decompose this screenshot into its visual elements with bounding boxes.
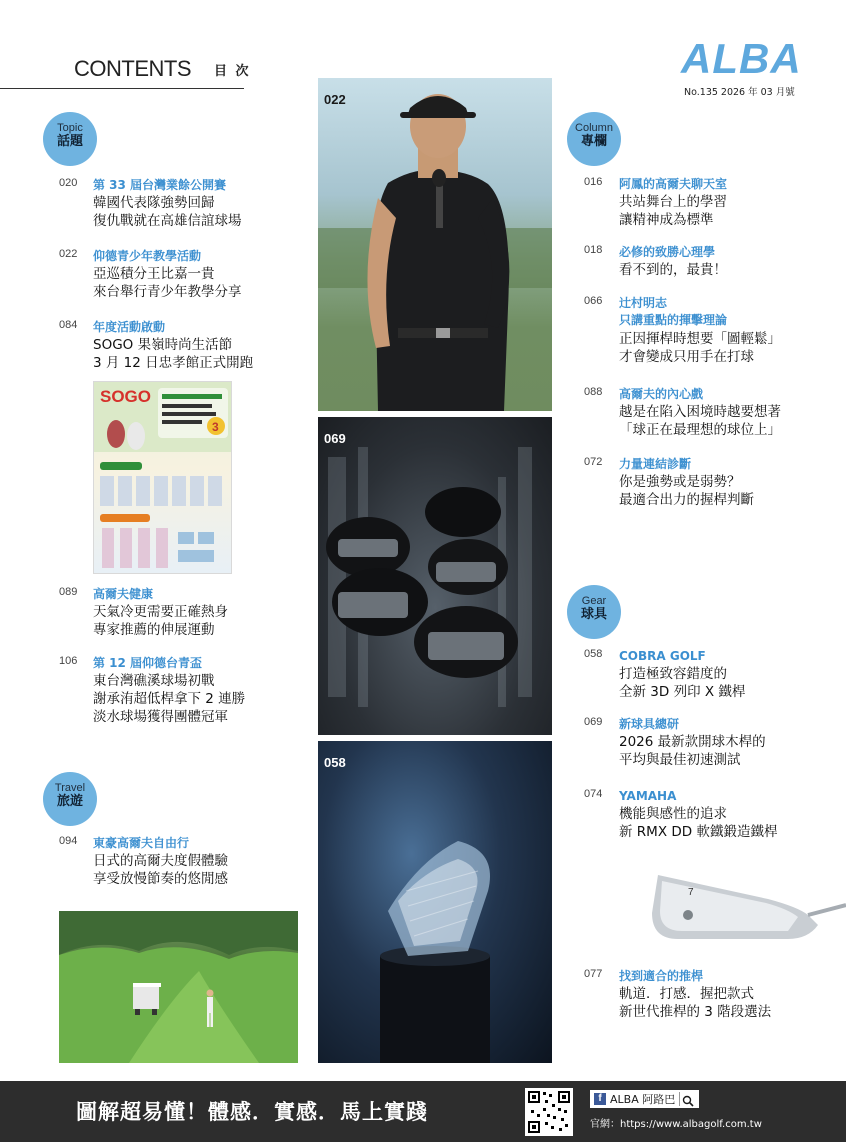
contents-title: CONTENTS bbox=[74, 56, 191, 81]
qr-code[interactable] bbox=[525, 1088, 573, 1136]
section-gear-en: Gear bbox=[581, 595, 607, 607]
facebook-link[interactable] bbox=[590, 1090, 699, 1108]
alba-logo: ALBA bbox=[681, 35, 802, 82]
entry-line: 謝承洧超低桿拿下 2 連勝 bbox=[93, 691, 246, 707]
page-number: 020 bbox=[59, 177, 78, 189]
photo-page-number: 058 bbox=[324, 755, 346, 770]
section-travel-zh: 旅遊 bbox=[56, 794, 83, 809]
entry-line: 東台灣礁溪球場初戰 bbox=[93, 673, 215, 689]
golf-course-art bbox=[59, 911, 298, 1063]
section-gear bbox=[567, 585, 621, 639]
entry-line: 平均與最佳初速測試 bbox=[619, 752, 741, 768]
entry-line: 來台舉行青少年教學分享 bbox=[93, 284, 242, 300]
entry-line: 你是強勢或是弱勢？ bbox=[619, 474, 741, 490]
entry-heading: 力量連結診斷 bbox=[619, 457, 692, 471]
entry-line: 正因揮桿時想要「圖輕鬆」 bbox=[619, 331, 781, 347]
entry-heading: 新球具總研 bbox=[619, 717, 680, 731]
footer-bar bbox=[0, 1081, 846, 1142]
sogo-badge: 3 bbox=[212, 420, 219, 434]
section-topic-en: Topic bbox=[57, 122, 83, 134]
search-icon bbox=[679, 1092, 693, 1106]
entry-line: 越是在陷入困境時越要想著 bbox=[619, 404, 781, 420]
page-number: 058 bbox=[584, 648, 603, 660]
iron-club-image[interactable] bbox=[648, 855, 846, 945]
entry-heading: 必修的致勝心理學 bbox=[619, 245, 716, 259]
photo-golfer-speaking[interactable] bbox=[318, 78, 552, 411]
footer-slogan: 圖解超易懂！體感．實感．馬上實踐 bbox=[76, 1100, 428, 1124]
page-number: 084 bbox=[59, 319, 78, 331]
entry-line: 日式的高爾夫度假體驗 bbox=[93, 853, 228, 869]
page-number: 077 bbox=[584, 968, 603, 980]
section-column bbox=[567, 112, 621, 166]
entry-heading: 第 12 屆仰德台青盃 bbox=[93, 656, 203, 670]
page-number: 088 bbox=[584, 386, 603, 398]
section-topic bbox=[43, 112, 97, 166]
entry-heading: YAMAHA bbox=[619, 789, 677, 803]
entry-line: 亞巡積分王比嘉一貴 bbox=[93, 266, 215, 282]
entry-line: 全新 3D 列印 X 鐵桿 bbox=[619, 684, 746, 700]
iron-club-art bbox=[648, 855, 846, 945]
photo-3d-printed-iron[interactable] bbox=[318, 741, 552, 1063]
section-topic-zh: 話題 bbox=[56, 134, 83, 149]
website-link[interactable]: 官網：https://www.albagolf.com.tw bbox=[590, 1119, 762, 1130]
entry-heading: 第 33 屆台灣業餘公開賽 bbox=[93, 178, 227, 192]
entry-line: 讓精神成為標準 bbox=[619, 212, 714, 228]
entry-heading: 高爾夫的內心戲 bbox=[619, 387, 704, 401]
entry-heading: 東豪高爾夫自由行 bbox=[93, 836, 190, 850]
sogo-ad-art bbox=[94, 382, 232, 574]
iron-render-art bbox=[318, 741, 552, 1063]
entry-line: 打造極致容錯度的 bbox=[619, 666, 727, 682]
entry-line: 新 RMX DD 軟鐵鍛造鐵桿 bbox=[619, 824, 778, 840]
entry-line: 淡水球場獲得團體冠軍 bbox=[93, 709, 228, 725]
page-number: 089 bbox=[59, 586, 78, 598]
page-number: 022 bbox=[59, 248, 78, 260]
page-number: 018 bbox=[584, 244, 603, 256]
entry-line: 天氣冷更需要正確熱身 bbox=[93, 604, 228, 620]
issue-info: No.135 2026 年 03 月號 bbox=[684, 87, 795, 98]
entry-heading: 辻村明志 bbox=[619, 296, 668, 310]
sogo-ad-image[interactable] bbox=[93, 381, 232, 574]
page-number: 074 bbox=[584, 788, 603, 800]
facebook-icon: f bbox=[594, 1093, 606, 1105]
entry-heading: 阿鳳的高爾夫聊天室 bbox=[619, 177, 728, 191]
entry-line: 最適合出力的握桿判斷 bbox=[619, 492, 754, 508]
section-column-zh: 專欄 bbox=[580, 134, 607, 149]
entry-heading: COBRA GOLF bbox=[619, 649, 706, 663]
contents-rule bbox=[0, 88, 244, 89]
page-number: 072 bbox=[584, 456, 603, 468]
section-column-en: Column bbox=[575, 122, 613, 134]
entry-line: SOGO 果嶺時尚生活節 bbox=[93, 337, 233, 353]
entry-line: 看不到的，最貴！ bbox=[619, 262, 727, 278]
qr-code-art bbox=[525, 1088, 573, 1136]
page-number: 016 bbox=[584, 176, 603, 188]
entry-line: 軌道．打感．握把款式 bbox=[619, 986, 754, 1002]
golf-course-photo[interactable] bbox=[59, 911, 298, 1063]
entry-line: 才會變成只用手在打球 bbox=[619, 349, 754, 365]
drivers-art bbox=[318, 417, 552, 735]
page-number: 066 bbox=[584, 295, 603, 307]
svg-text:7: 7 bbox=[688, 887, 694, 898]
entry-heading: 年度活動啟動 bbox=[93, 320, 166, 334]
sogo-brand: SOGO bbox=[100, 387, 152, 406]
entry-heading: 找到適合的推桿 bbox=[619, 969, 704, 983]
page-number: 106 bbox=[59, 655, 78, 667]
entry-line: 復仇戰就在高雄信誼球場 bbox=[93, 213, 242, 229]
section-travel bbox=[43, 772, 97, 826]
page-number: 069 bbox=[584, 716, 603, 728]
entry-line: 機能與感性的追求 bbox=[619, 806, 727, 822]
photo-page-number: 022 bbox=[324, 92, 346, 107]
entry-line: 韓國代表隊強勢回歸 bbox=[93, 195, 215, 211]
photo-driver-heads[interactable] bbox=[318, 417, 552, 735]
entry-heading: 高爾夫健康 bbox=[93, 587, 154, 601]
section-gear-zh: 球具 bbox=[580, 607, 607, 622]
entry-line: 3 月 12 日忠孝館正式開跑 bbox=[93, 355, 254, 371]
entry-line: 專家推薦的伸展運動 bbox=[93, 622, 215, 638]
photo-page-number: 069 bbox=[324, 431, 346, 446]
page-number: 094 bbox=[59, 835, 78, 847]
section-travel-en: Travel bbox=[54, 782, 86, 794]
facebook-name: ALBA 阿路巴 bbox=[610, 1093, 676, 1106]
entry-heading: 仰德青少年教學活動 bbox=[93, 249, 202, 263]
entry-heading-sub: 只講重點的揮擊理論 bbox=[619, 313, 728, 327]
contents-title-zh: 目 次 bbox=[214, 64, 251, 79]
entry-line: 享受放慢節奏的悠閒感 bbox=[93, 871, 228, 887]
entry-line: 共站舞台上的學習 bbox=[619, 194, 727, 210]
entry-line: 2026 最新款開球木桿的 bbox=[619, 734, 766, 750]
entry-line: 新世代推桿的 3 階段選法 bbox=[619, 1004, 772, 1020]
golfer-art bbox=[318, 78, 552, 411]
entry-line: 「球正在最理想的球位上」 bbox=[619, 422, 781, 438]
